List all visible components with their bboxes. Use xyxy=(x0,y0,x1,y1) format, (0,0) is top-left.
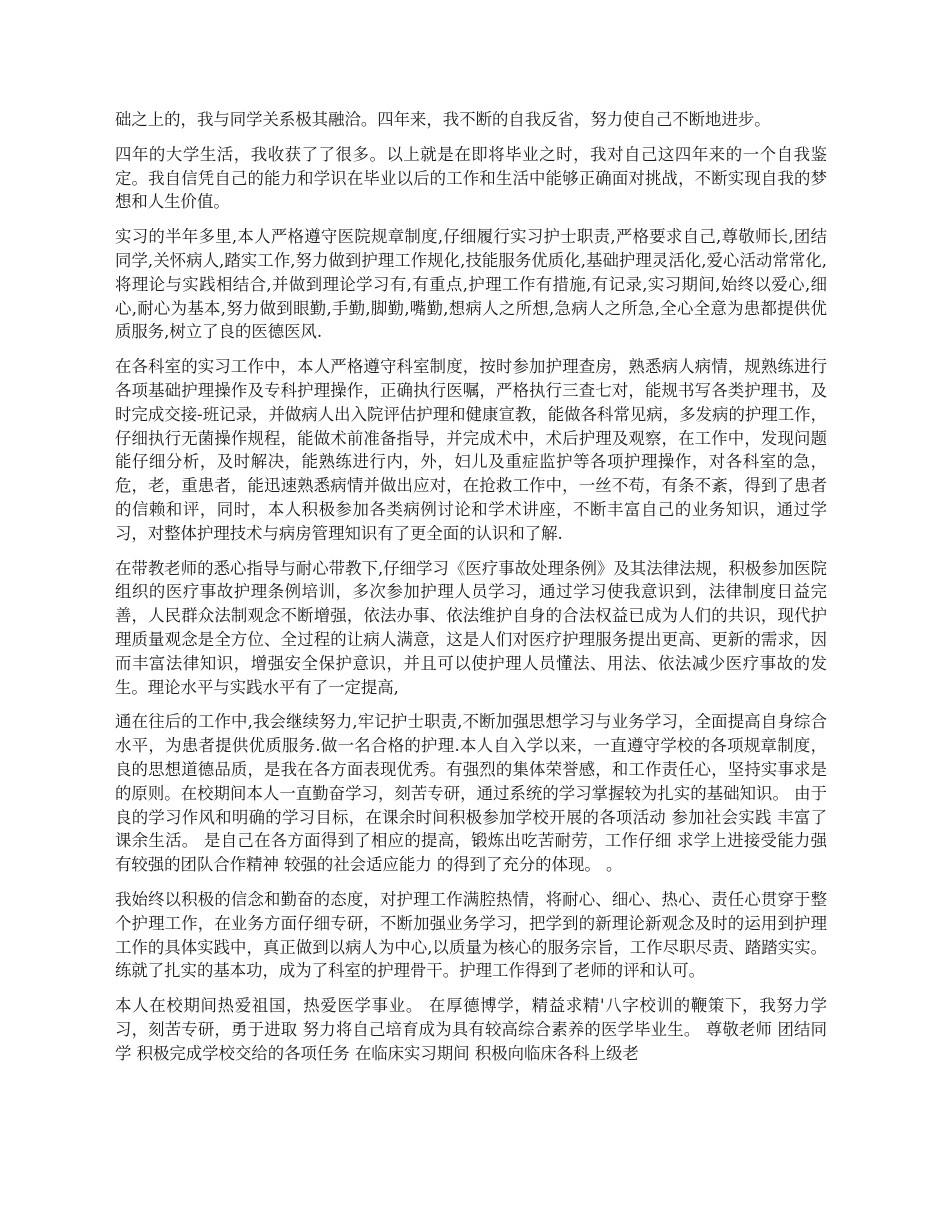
paragraph-2: 四年的大学生活，我收获了了很多。以上就是在即将毕业之时，我对自己这四年来的一个自我鉴定。我自信凭自己的能力和学识在毕业以后的工作和生活中能够正确面对挑战，不断实现自我的梦想和人生价值。 xyxy=(115,144,827,212)
paragraph-1: 础之上的，我与同学关系极其融洽。四年来，我不断的自我反省，努力使自己不断地进步。 xyxy=(115,110,771,129)
document-body xyxy=(115,108,827,1076)
paragraph-4: 在各科室的实习工作中，本人严格遵守科室制度，按时参加护理查房，熟悉病人病情，规熟练进行各项基础护理操作及专科护理操作，正确执行医嘱，严格执行三查七对，能规书写各类护理书，及时完成交接-班记录，并做病人出入院评估护理和健康宣教，能做各科常见病，多发病的护理工作，仔细执行无菌操作规程，能做术前准备指导，并完成术中，术后护理及观察，在工作中，发现问题能仔细分析，及时解决，能熟练进行内，外，妇儿及重症监护等各项护理操作，对各科室的急，危，老，重患者，能迅速熟悉病情并做出应对，在抢救工作中，一丝不苟，有条不紊，得到了患者的信赖和评，同时，本人积极参加各类病例讨论和学术讲座，不断丰富自己的业务知识，通过学习，对整体护理技术与病房管理知识有了更全面的认识和了解. xyxy=(115,357,827,543)
paragraph-8: 本人在校期间热爱祖国，热爱医学事业。 在厚德博学，精益求精'八字校训的鞭策下，我努力学习，刻苦专研，勇于进取 努力将自己培育成为具有较高综合素养的医学毕业生。 尊敬老师 团结同学 积极完成学校交给的各项任务 在临床实习期间 积极向临床各科上级老 xyxy=(115,996,827,1063)
paragraph-3: 实习的半年多里,本人严格遵守医院规章制度,仔细履行实习护士职责,严格要求自己,尊敬师长,团结同学,关怀病人,踏实工作,努力做到护理工作规化,技能服务优质化,基础护理灵活化,爱心活动常常化,将理论与实践相结合,并做到理论学习有,有重点,护理工作有措施,有记录,实习期间,始终以爱心,细心,耐心为基本,努力做到眼勤,手勤,脚勤,嘴勤,想病人之所想,急病人之所急,全心全意为患都提供优质服务,树立了良的医德医风. xyxy=(115,227,827,342)
paragraph-7: 我始终以积极的信念和勤奋的态度，对护理工作满腔热情，将耐心、细心、热心、责任心贯穿于整个护理工作，在业务方面仔细专研，不断加强业务学习，把学到的新理论新观念及时的运用到护理工作的具体实践中，真正做到以病人为中心,以质量为核心的服务宗旨，工作尽职尽责、踏踏实实。练就了扎实的基本功，成为了科室的护理骨干。护理工作得到了老师的评和认可。 xyxy=(115,889,827,981)
paragraph-5: 在带教老师的悉心指导与耐心带教下,仔细学习《医疗事故处理条例》及其法律法规，积极参加医院组织的医疗事故护理条例培训，多次参加护理人员学习，通过学习使我意识到，法律制度日益完善，人民群众法制观念不断增强，依法办事、依法维护自身的合法权益已成为人们的共识，现代护理质量观念是全方位、全过程的让病人满意，这是人们对医疗护理服务提出更高、更新的需求，因而丰富法律知识，增强安全保护意识，并且可以使护理人员懂法、用法、依法减少医疗事故的发生。理论水平与实践水平有了一定提高, xyxy=(115,558,827,697)
paragraph-6: 通在往后的工作中,我会继续努力,牢记护士职责,不断加强思想学习与业务学习，全面提高自身综合水平，为患者提供优质服务.做一名合格的护理.本人自入学以来，一直遵守学校的各项规章制度，良的思想道德品质，是我在各方面表现优秀。有强烈的集体荣誉感，和工作责任心，坚持实事求是的原则。在校期间本人一直勤奋学习，刻苦专研，通过系统的学习掌握较为扎实的基础知识。 由于良的学习作风和明确的学习目标，在课余时间积极参加学校开展的各项活动 参加社会实践 丰富了课余生活。 是自己在各方面得到了相应的提高，锻炼出吃苦耐劳，工作仔细 求学上进接受能力强 有较强的团队合作精神 较强的社会适应能力 的得到了充分的体现。 。 xyxy=(115,712,827,875)
